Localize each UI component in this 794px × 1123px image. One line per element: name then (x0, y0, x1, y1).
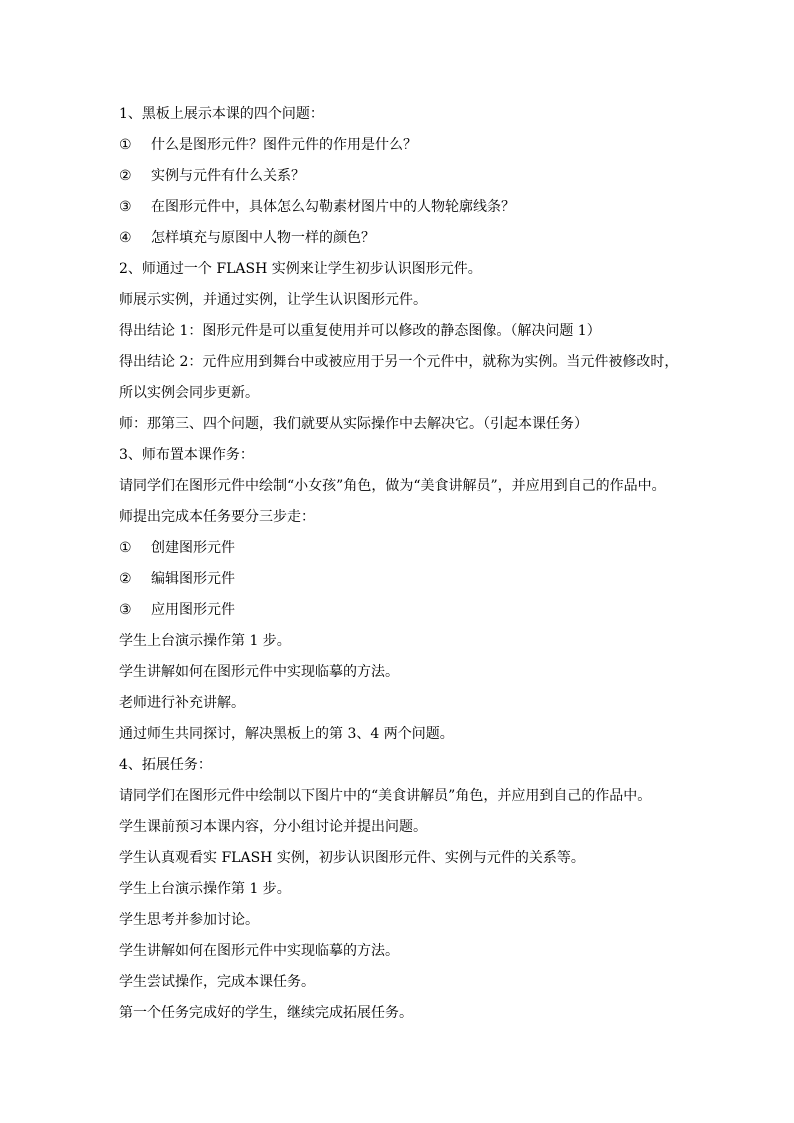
line-text: 应用图形元件 (151, 602, 235, 618)
line-text: 第一个任务完成好的学生，继续完成拓展任务。 (119, 1005, 413, 1021)
text-line (119, 877, 689, 908)
list-item (119, 164, 689, 195)
line-text: 4、拓展任务： (119, 757, 212, 773)
list-item (119, 536, 689, 567)
text-line (119, 505, 689, 536)
line-text: 老师进行补充讲解。 (119, 695, 245, 711)
text-line (119, 970, 689, 1001)
line-text: 编辑图形元件 (151, 571, 235, 587)
text-line (119, 660, 689, 691)
list-marker: ③ (119, 199, 132, 215)
text-line (119, 257, 689, 288)
text-line (119, 102, 689, 133)
line-text: 学生课前预习本课内容，分小组讨论并提出问题。 (119, 819, 427, 835)
list-marker: ③ (119, 602, 132, 618)
list-marker: ② (119, 168, 132, 184)
line-text: 得出结论 1：图形元件是可以重复使用并可以修改的静态图像。（解决问题 1） (119, 323, 601, 339)
line-text: 学生讲解如何在图形元件中实现临摹的方法。 (119, 664, 399, 680)
line-text: 师：那第三、四个问题，我们就要从实际操作中去解决它。（引起本课任务） (119, 416, 588, 432)
text-line (119, 722, 689, 753)
line-text: 师展示实例，并通过实例，让学生认识图形元件。 (119, 292, 427, 308)
text-line (119, 443, 689, 474)
list-marker: ② (119, 571, 132, 587)
text-line (119, 753, 689, 784)
line-text: 请同学们在图形元件中绘制“小女孩”角色，做为“美食讲解员”，并应用到自己的作品中。 (119, 478, 666, 494)
document-body (119, 102, 689, 1032)
line-text: 学生思考并参加讨论。 (119, 912, 259, 928)
line-text: 2、师通过一个 FLASH 实例来让学生初步认识图形元件。 (119, 261, 482, 277)
text-line (119, 691, 689, 722)
list-marker: ④ (119, 230, 132, 246)
line-text: 师提出完成本任务要分三步走： (119, 509, 315, 525)
text-line (119, 815, 689, 846)
line-text: 创建图形元件 (151, 540, 235, 556)
list-item (119, 195, 689, 226)
list-marker: ① (119, 540, 132, 556)
text-line (119, 1001, 689, 1032)
line-text: 学生尝试操作，完成本课任务。 (119, 974, 315, 990)
list-marker: ① (119, 137, 132, 153)
list-item (119, 226, 689, 257)
line-text: 通过师生共同探讨，解决黑板上的第 3、4 两个问题。 (119, 726, 454, 742)
text-line (119, 784, 689, 815)
text-line (119, 412, 689, 443)
line-text: 1、黑板上展示本课的四个问题： (119, 106, 324, 122)
line-text: 学生讲解如何在图形元件中实现临摹的方法。 (119, 943, 399, 959)
line-text: 3、师布置本课作务： (119, 447, 254, 463)
line-text: 得出结论 2：元件应用到舞台中或被应用于另一个元件中，就称为实例。当元件被修改时， (119, 354, 679, 370)
text-line (119, 474, 689, 505)
line-text: 怎样填充与原图中人物一样的颜色？ (151, 230, 375, 246)
text-line (119, 381, 689, 412)
list-item (119, 598, 689, 629)
line-text: 所以实例会同步更新。 (119, 385, 259, 401)
list-item (119, 567, 689, 598)
line-text: 学生上台演示操作第 1 步。 (119, 881, 291, 897)
text-line (119, 846, 689, 877)
text-line (119, 288, 689, 319)
list-item (119, 133, 689, 164)
text-line (119, 350, 689, 381)
line-text: 实例与元件有什么关系？ (151, 168, 305, 184)
text-line (119, 908, 689, 939)
line-text: 学生上台演示操作第 1 步。 (119, 633, 291, 649)
text-line (119, 939, 689, 970)
line-text: 请同学们在图形元件中绘制以下图片中的“美食讲解员”角色，并应用到自己的作品中。 (119, 788, 652, 804)
line-text: 在图形元件中，具体怎么勾勒素材图片中的人物轮廓线条？ (151, 199, 515, 215)
line-text: 什么是图形元件？图件元件的作用是什么？ (151, 137, 417, 153)
line-text: 学生认真观看实 FLASH 实例，初步认识图形元件、实例与元件的关系等。 (119, 850, 585, 866)
text-line (119, 319, 689, 350)
text-line (119, 629, 689, 660)
